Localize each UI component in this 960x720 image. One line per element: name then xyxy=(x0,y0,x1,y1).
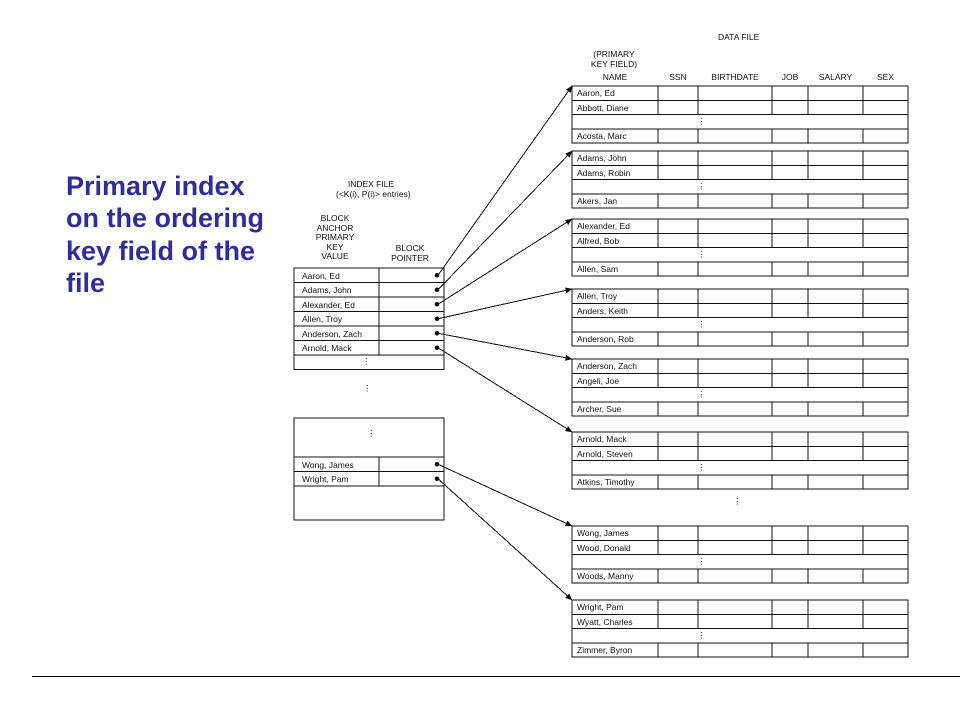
index-key-header-line: BLOCK xyxy=(320,213,350,223)
block-pointer-arrow xyxy=(438,333,572,359)
index-key-header-line: VALUE xyxy=(321,251,349,262)
block-pointer-dot xyxy=(435,316,440,321)
data-column-header: SALARY xyxy=(818,72,853,82)
index-entry-key: Anderson, Zach xyxy=(302,328,363,339)
index-entry-key: Aaron, Ed xyxy=(302,270,340,281)
index-key-header-line: ANCHOR xyxy=(316,222,354,233)
data-record-name: Arnold, Steven xyxy=(577,448,633,459)
index-entry-key: Wright, Pam xyxy=(302,474,349,484)
data-record-name: Anderson, Zach xyxy=(577,361,638,372)
data-record-name: Zimmer, Byron xyxy=(577,645,633,656)
data-block-ellipsis: ⋮ xyxy=(697,630,706,641)
index-entry-key: Allen, Troy xyxy=(302,314,343,324)
data-block-ellipsis: ⋮ xyxy=(697,556,706,567)
data-record-name: Alfred, Bob xyxy=(577,235,620,246)
index-block-ellipsis: ⋮ xyxy=(367,428,376,438)
data-record-name: Alexander, Ed xyxy=(577,221,630,232)
index-file-title xyxy=(336,179,411,199)
block-pointer-dot xyxy=(435,476,440,481)
data-block-ellipsis: ⋮ xyxy=(697,249,706,260)
slide-title: Primary index on the ordering key field of the file xyxy=(66,171,264,299)
data-record-name: Wong, James xyxy=(577,528,629,539)
data-record-name: Akers, Jan xyxy=(577,196,618,207)
data-column-header: SSN xyxy=(669,72,687,82)
index-entry-key: Adams, John xyxy=(302,285,352,295)
data-column-header: SEX xyxy=(876,72,894,82)
block-pointer-dot xyxy=(435,345,440,350)
block-pointer-dot xyxy=(435,302,440,307)
data-record-name: Archer, Sue xyxy=(577,404,622,415)
data-record-name: Angeli, Joe xyxy=(577,375,620,386)
block-pointer-arrow xyxy=(438,348,572,432)
index-entry-key: Alexander, Ed xyxy=(302,299,355,310)
data-record-name: Allen, Sam xyxy=(577,264,619,275)
data-record-name: Wood, Donald xyxy=(577,542,631,553)
data-block-ellipsis: ⋮ xyxy=(697,389,706,400)
index-entry-key: Wong, James xyxy=(302,459,354,470)
data-record-name: Adams, John xyxy=(577,153,627,164)
block-pointer-arrow xyxy=(438,86,572,275)
data-record-name: Anderson, Rob xyxy=(577,334,634,345)
index-key-column-header xyxy=(300,214,370,262)
block-pointer-dot xyxy=(435,462,440,467)
data-record-name: Adams, Robin xyxy=(577,167,631,178)
data-block-ellipsis: ⋮ xyxy=(697,116,706,127)
primary-key-note-line: (PRIMARY xyxy=(593,49,635,59)
footer-rule xyxy=(32,676,960,677)
index-pointer-header-line: BLOCK xyxy=(395,243,425,253)
index-pointer-column-header xyxy=(378,244,442,263)
block-pointer-arrow xyxy=(438,479,572,600)
data-record-name: Acosta, Marc xyxy=(577,131,627,142)
data-record-name: Wright, Pam xyxy=(577,602,624,613)
index-blocks-ellipsis: ⋮ xyxy=(363,383,372,393)
index-block-ellipsis: ⋮ xyxy=(362,356,371,366)
data-block-ellipsis: ⋮ xyxy=(697,181,706,192)
primary-key-field-note xyxy=(582,50,646,69)
data-file-title: DATA FILE xyxy=(718,32,760,42)
primary-key-note-line: KEY FIELD) xyxy=(590,58,638,69)
index-file-subtitle: (<K(i), P(i)> entries) xyxy=(336,188,411,199)
data-block-ellipsis: ⋮ xyxy=(697,319,706,330)
data-column-header: NAME xyxy=(602,72,628,82)
data-record-name: Woods, Manny xyxy=(577,571,634,582)
block-pointer-arrow xyxy=(438,219,572,304)
data-record-name: Anders, Keith xyxy=(577,305,629,316)
block-pointer-arrow xyxy=(438,151,572,290)
data-record-name: Wyatt, Charles xyxy=(577,616,633,627)
data-block-ellipsis: ⋮ xyxy=(697,462,706,473)
data-record-name: Atkins, Timothy xyxy=(577,477,635,488)
data-record-name: Aaron, Ed xyxy=(577,88,615,99)
index-key-header-line: PRIMARY xyxy=(315,232,355,243)
data-record-name: Abbott, Diane xyxy=(577,102,629,113)
block-pointer-arrow xyxy=(438,289,572,319)
index-pointer-header-line: POINTER xyxy=(391,252,429,263)
block-pointer-dot xyxy=(435,331,440,336)
data-record-name: Allen, Troy xyxy=(577,291,618,302)
data-record-name: Arnold, Mack xyxy=(577,434,627,445)
index-file-title-text: INDEX FILE xyxy=(347,179,395,189)
block-pointer-dot xyxy=(435,287,440,292)
data-column-header: JOB xyxy=(781,72,799,82)
index-entry-key: Arnold, Mack xyxy=(302,343,352,353)
data-blocks-ellipsis: ⋮ xyxy=(733,496,742,506)
block-pointer-arrow xyxy=(438,464,572,526)
block-pointer-dot xyxy=(435,273,440,278)
index-key-header-line: KEY xyxy=(326,241,344,252)
data-column-header: BIRTHDATE xyxy=(711,72,759,82)
